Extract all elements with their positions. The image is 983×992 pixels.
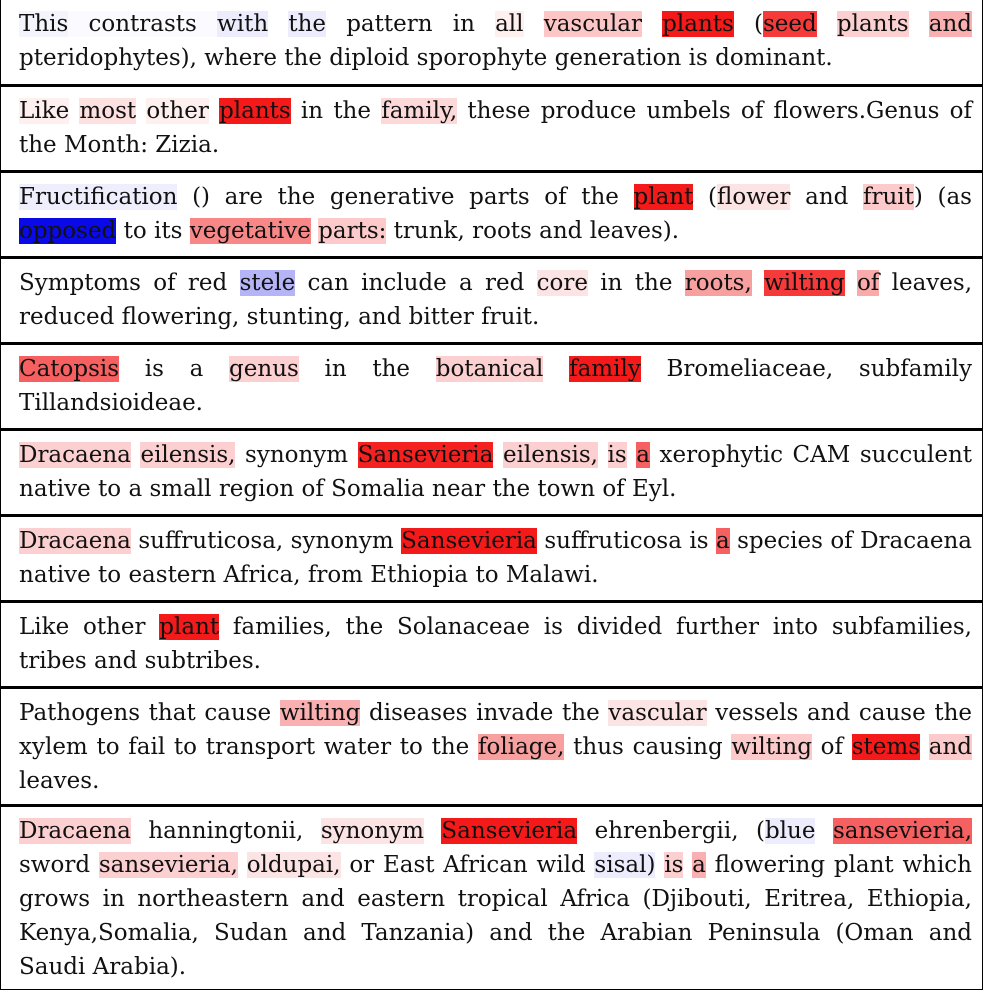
example-row-1 [1, 0, 982, 86]
highlighted-token: oldupai, [246, 852, 341, 878]
highlighted-token: Dracaena [19, 442, 131, 468]
highlighted-token: of [856, 270, 880, 296]
plain-text: ehrenbergii, ( [577, 818, 765, 844]
plain-text [909, 11, 929, 37]
highlighted-token: botanical [435, 356, 544, 382]
highlighted-token: and [928, 734, 973, 760]
example-row-8 [1, 600, 982, 688]
highlighted-token: stele [239, 270, 296, 296]
highlighted-token: Dracaena [19, 528, 131, 554]
plain-text [268, 11, 288, 37]
plain-text: sword [19, 818, 980, 878]
highlighted-token: plant [633, 184, 694, 210]
plain-text: pteridophytes), where the diploid sporophyte generation is dominant. [19, 11, 980, 71]
plain-text [642, 11, 662, 37]
plain-text [598, 442, 608, 468]
highlighted-token: Sansevieria [441, 818, 578, 844]
plain-text [752, 270, 764, 296]
highlighted-token: eilensis, [140, 442, 236, 468]
plain-text: synonym [235, 442, 358, 468]
highlighted-token: sansevieria, [832, 818, 973, 844]
highlighted-token: is [664, 852, 684, 878]
plain-text [817, 11, 837, 37]
highlighted-token: plants [836, 11, 909, 37]
example-row-4 [1, 256, 982, 344]
plain-text [815, 818, 832, 844]
highlighted-token: blue [764, 818, 816, 844]
plain-text: Like other [19, 614, 160, 640]
highlighted-token: contrasts [68, 11, 218, 37]
plain-text: is a [119, 356, 230, 382]
plain-text: of [811, 734, 852, 760]
plain-text: ( [693, 184, 717, 210]
plain-text: Pathogens that cause [19, 700, 280, 726]
plain-text: hanningtonii, [130, 818, 321, 844]
highlighted-token: wilting [764, 270, 845, 296]
highlighted-token: plants [219, 98, 291, 124]
plain-text: flowering plant which grows in northeastern and eastern tropical Africa (Djibouti, Eritrea, Ethiopia, Kenya,Somalia, Sudan and Tanzania) and the Arabian Peninsula (Oman and Saudi Arabia). [19, 852, 980, 980]
highlighted-token: is [607, 442, 627, 468]
example-row-10 [1, 804, 982, 990]
plain-text [683, 852, 692, 878]
highlighted-token: plants [662, 11, 734, 37]
plain-text [424, 818, 441, 844]
plain-text: ( [733, 11, 763, 37]
highlighted-token: with [217, 11, 269, 37]
highlighted-token: Sansevieria [357, 442, 494, 468]
highlighted-token: sisal) [594, 852, 656, 878]
highlighted-token: family [569, 356, 641, 382]
highlighted-token: and [928, 11, 973, 37]
plain-text: leaves, reduced flowering, stunting, and bitter fruit. [19, 270, 980, 330]
highlighted-token: vegetative [189, 218, 311, 244]
highlighted-token: This [19, 11, 69, 37]
plain-text [238, 852, 247, 878]
plain-text [493, 442, 503, 468]
highlighted-token: opposed [19, 218, 117, 244]
plain-text: Symptoms of red [19, 270, 240, 296]
highlighted-token: a [636, 442, 650, 468]
plain-text: pattern in [326, 11, 496, 37]
highlighted-token: sansevieria, [98, 852, 238, 878]
highlighted-token: parts: [318, 218, 387, 244]
highlighted-token: synonym [320, 818, 424, 844]
highlighted-token: vascular [608, 700, 707, 726]
example-row-3 [1, 170, 982, 258]
highlighted-token: foliage, [478, 734, 565, 760]
highlighted-token: vascular [543, 11, 642, 37]
highlighted-token: wilting [731, 734, 812, 760]
plain-text: in the [290, 98, 382, 124]
plain-text: can include a red [295, 270, 537, 296]
plain-text [524, 11, 544, 37]
highlighted-token: all [495, 11, 524, 37]
example-row-6 [1, 428, 982, 516]
plain-text [69, 98, 79, 124]
highlighted-token: most [79, 98, 137, 124]
plain-text [136, 98, 146, 124]
highlighted-token: other [146, 98, 209, 124]
plain-text: in the [298, 356, 436, 382]
plain-text: thus causing [564, 734, 732, 760]
plain-text: and [790, 184, 863, 210]
plain-text: suffruticosa, synonym [130, 528, 402, 554]
highlighted-token: Sansevieria [401, 528, 537, 554]
plain-text: species of Dracaena native to eastern Africa, from Ethiopia to Malawi. [19, 528, 980, 588]
plain-text: ) (as [913, 184, 980, 210]
highlighted-token: stems [851, 734, 921, 760]
plain-text: () are the generative parts of the [177, 184, 634, 210]
highlighted-token: Dracaena [19, 818, 131, 844]
highlighted-token: genus [229, 356, 299, 382]
plain-text [655, 852, 664, 878]
highlighted-token: roots, [684, 270, 752, 296]
example-row-9 [1, 686, 982, 806]
plain-text: or East African wild [340, 852, 595, 878]
highlighted-token: core [536, 270, 589, 296]
plain-text: to its [116, 218, 190, 244]
plain-text: diseases invade the [360, 700, 609, 726]
example-row-7 [1, 514, 982, 602]
highlighted-token: wilting [279, 700, 361, 726]
highlighted-token: eilensis, [502, 442, 598, 468]
plain-text [845, 270, 857, 296]
example-row-2 [1, 84, 982, 172]
highlighted-token: plant [159, 614, 220, 640]
plain-text [543, 356, 569, 382]
plain-text [627, 442, 637, 468]
plain-text: suffruticosa is [536, 528, 716, 554]
highlighted-token: fruit [862, 184, 914, 210]
highlighted-token: Catopsis [19, 356, 120, 382]
example-row-5 [1, 342, 982, 430]
plain-text: these produce umbels of flowers.Genus of the Month: Zizia. [19, 98, 980, 158]
plain-text [920, 734, 929, 760]
plain-text: in the [588, 270, 685, 296]
plain-text: vessels and cause the xylem to fail to transport water to the [19, 700, 980, 760]
highlighted-token: seed [762, 11, 817, 37]
plain-text: families, the Solanaceae is divided further into subfamilies, tribes and subtribes. [19, 614, 980, 674]
highlighted-token: a [692, 852, 706, 878]
plain-text [209, 98, 219, 124]
plain-text: xerophytic CAM succulent native to a small region of Somalia near the town of Eyl. [19, 442, 980, 502]
highlighted-token: a [715, 528, 730, 554]
highlighted-token: flower [717, 184, 791, 210]
highlighted-token: family, [381, 98, 458, 124]
highlighted-token: Fructification [19, 184, 178, 210]
highlighted-token: the [288, 11, 327, 37]
plain-text: leaves. [19, 734, 980, 794]
plain-text: Bromeliaceae, subfamily Tillandsioideae. [19, 356, 980, 416]
plain-text: trunk, roots and leaves). [386, 218, 680, 244]
highlighted-token: Like [19, 98, 70, 124]
